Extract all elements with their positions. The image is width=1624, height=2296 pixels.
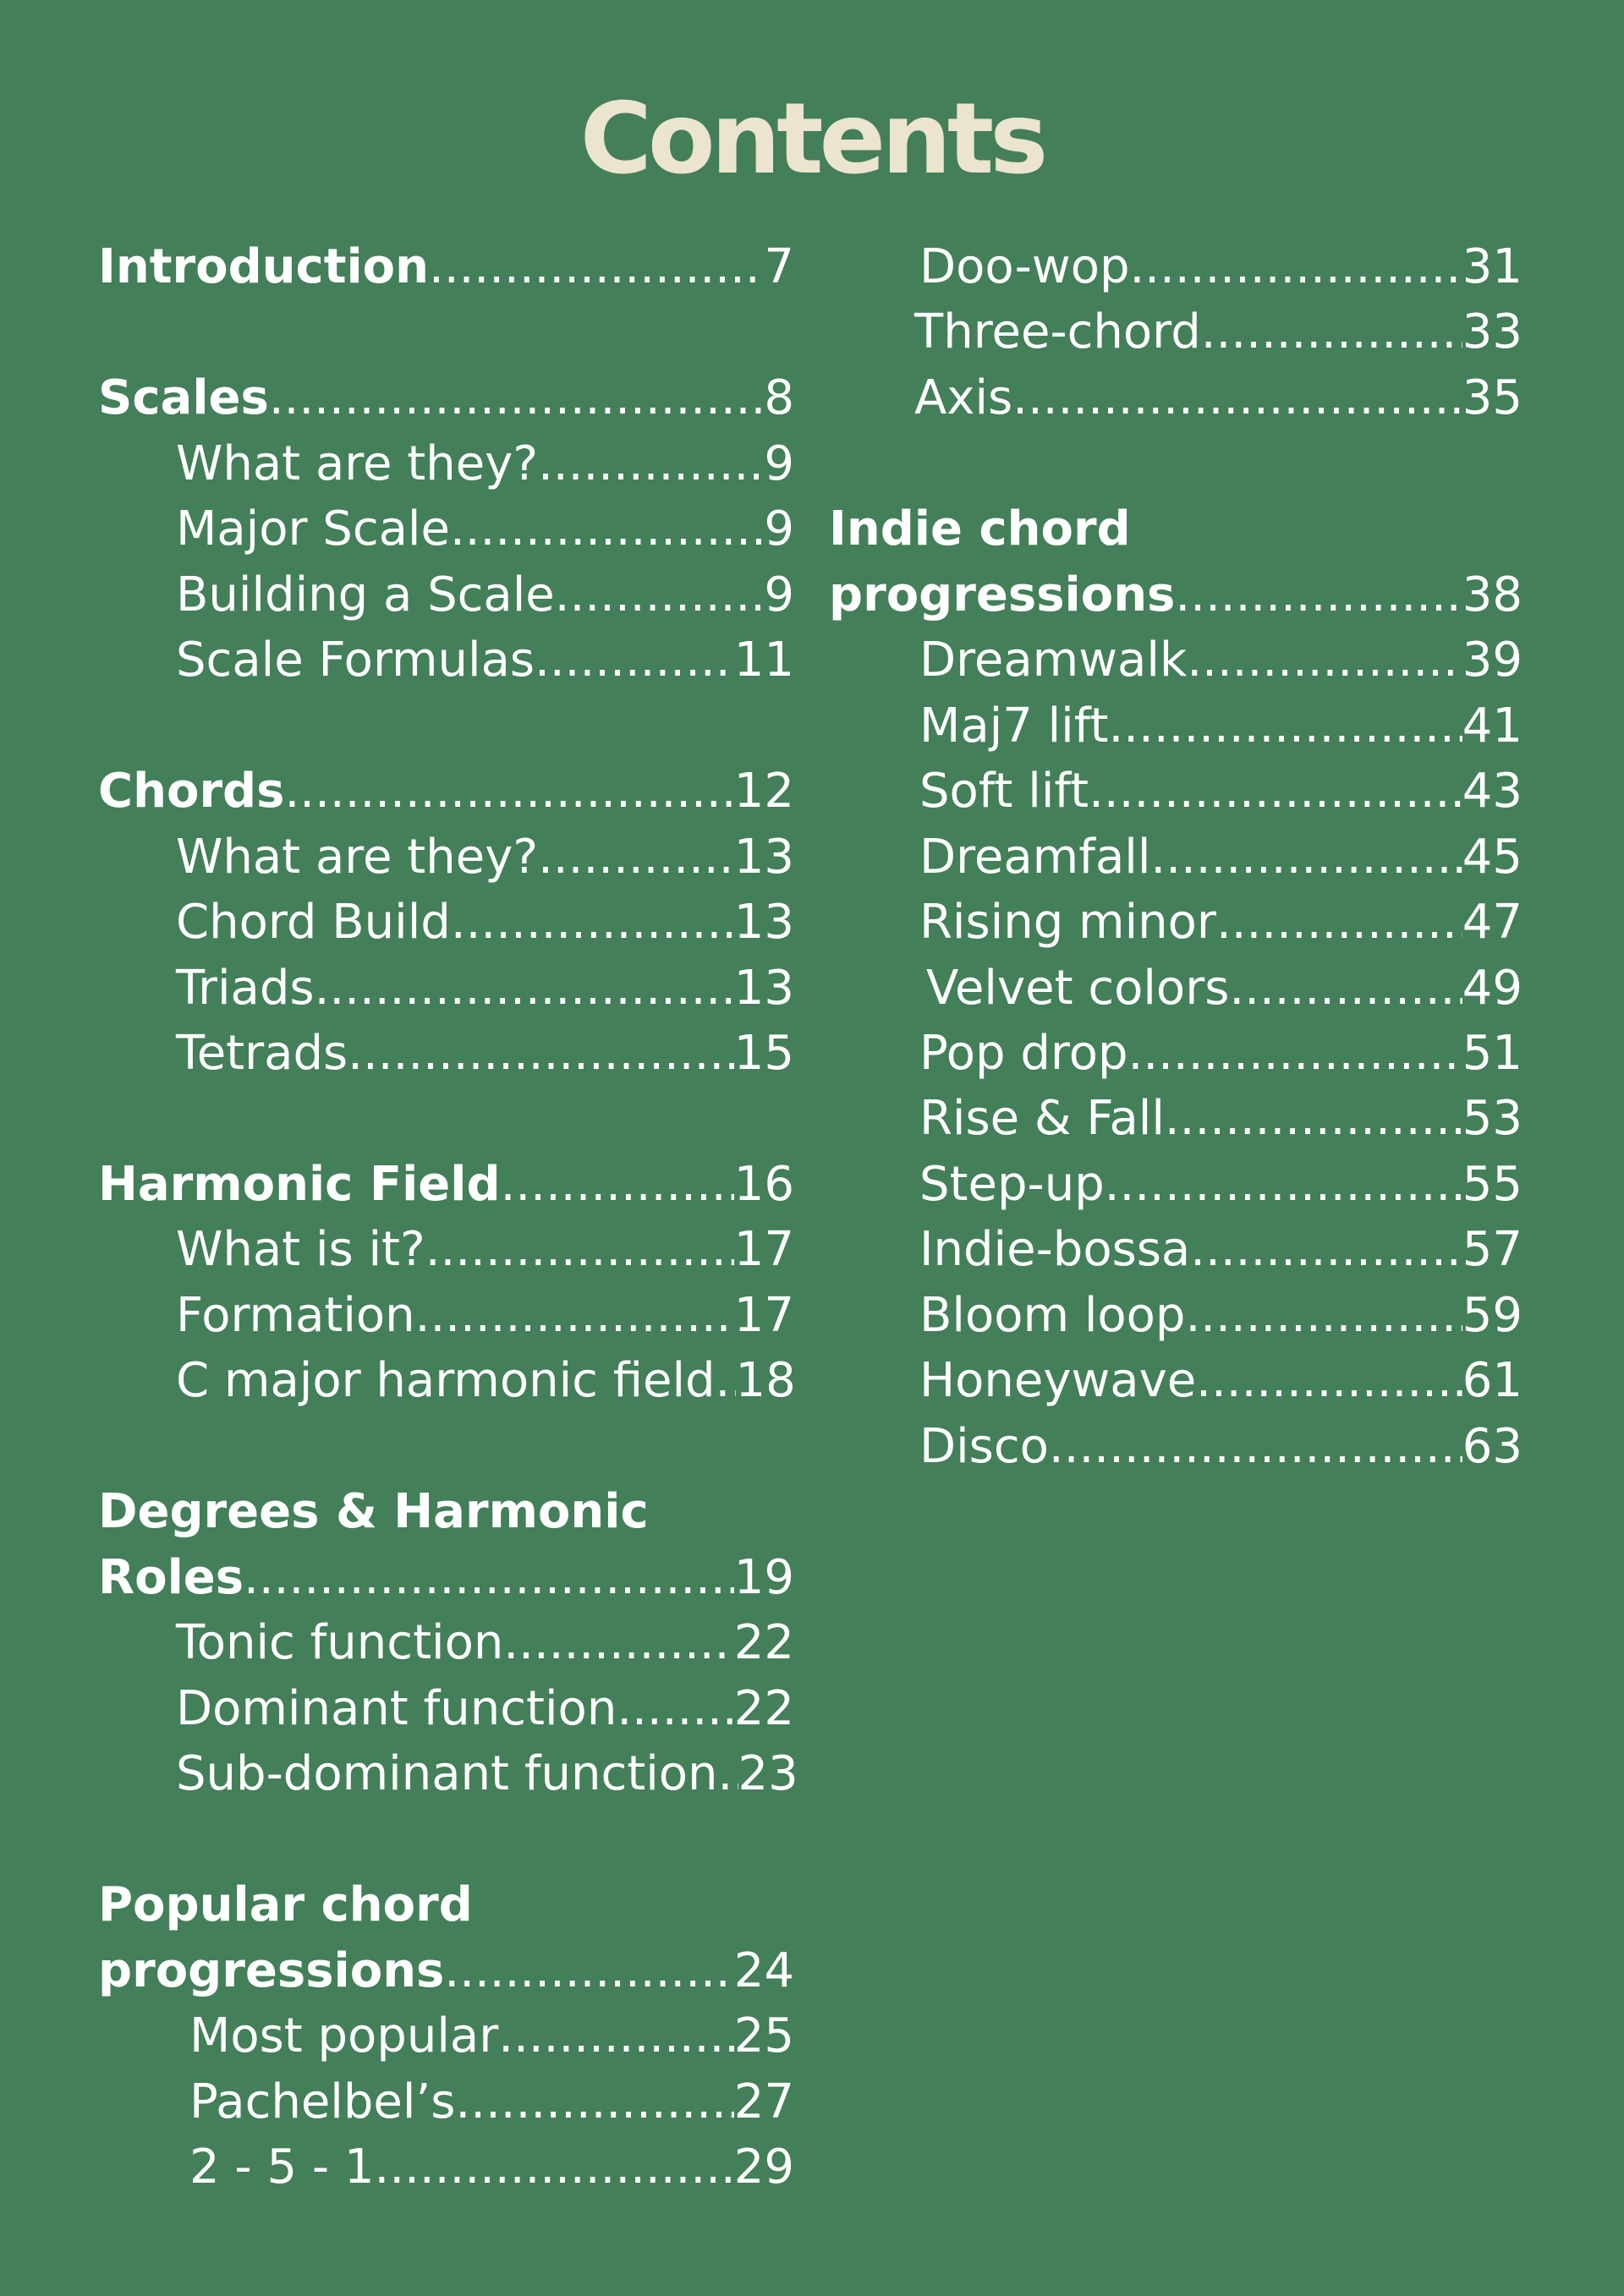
toc-label: Roles [98, 1550, 244, 1605]
toc-page-number: 16 [733, 1157, 794, 1212]
toc-page-number: 35 [1462, 370, 1522, 425]
toc-page-number: 63 [1462, 1419, 1522, 1474]
toc-page-number: 13 [733, 830, 794, 885]
toc-label: Three-chord [914, 304, 1201, 359]
toc-heading-popular-line1: Popular chord [98, 1877, 473, 1932]
toc-item[interactable] [176, 1744, 798, 1805]
toc-page-number: 49 [1462, 961, 1522, 1016]
toc-page-number: 22 [733, 1615, 794, 1670]
toc-item[interactable] [176, 565, 794, 626]
leader-dots [284, 761, 733, 822]
toc-label: 2 - 5 - 1 [189, 2140, 375, 2195]
toc-label: What is it? [176, 1222, 425, 1277]
toc-label: Bloom loop [919, 1288, 1186, 1343]
toc-item[interactable] [914, 302, 1522, 363]
toc-page-number: 24 [733, 1943, 794, 1998]
toc-page-number: 45 [1462, 830, 1522, 885]
toc-item[interactable] [176, 1023, 794, 1084]
leader-dots [1130, 237, 1462, 298]
leader-dots [501, 1154, 734, 1215]
leader-dots [415, 1285, 734, 1346]
toc-label: What are they? [176, 436, 539, 491]
leader-dots [1229, 958, 1462, 1019]
toc-item[interactable] [919, 1417, 1522, 1477]
leader-dots [244, 1548, 734, 1608]
leader-dots [503, 1613, 733, 1674]
leader-dots [498, 2006, 733, 2067]
toc-page-number: 23 [738, 1746, 798, 1801]
toc-label: Scale Formulas [176, 633, 535, 688]
toc-heading-popular[interactable] [98, 1941, 794, 2002]
toc-label: C major harmonic field [176, 1353, 716, 1408]
leader-dots [1201, 302, 1462, 363]
toc-label: Honeywave [919, 1353, 1197, 1408]
leader-dots [718, 1744, 738, 1805]
toc-label: Dominant function [176, 1681, 617, 1736]
toc-item[interactable] [189, 2006, 794, 2067]
toc-label: Formation [176, 1288, 415, 1343]
leader-dots [555, 565, 765, 626]
toc-label: Disco [919, 1419, 1049, 1474]
toc-label: Major Scale [176, 501, 450, 556]
toc-item[interactable] [919, 892, 1522, 953]
toc-page-number: 57 [1462, 1222, 1522, 1277]
toc-label: Soft lift [919, 764, 1089, 819]
toc-item[interactable] [189, 2072, 794, 2133]
toc-page-number: 39 [1462, 633, 1522, 688]
toc-item[interactable] [176, 958, 794, 1019]
toc-page-number: 7 [764, 239, 794, 294]
toc-item[interactable] [919, 1088, 1522, 1149]
toc-label: Velvet colors [926, 961, 1230, 1016]
leader-dots [1185, 1285, 1462, 1346]
toc-page-number: 9 [764, 501, 794, 556]
toc-label: Introduction [98, 239, 430, 294]
toc-label: Maj7 lift [919, 699, 1109, 753]
toc-label: Rise & Fall [919, 1091, 1165, 1146]
leader-dots [348, 1023, 734, 1084]
toc-item[interactable] [919, 1285, 1522, 1346]
leader-dots [617, 1679, 733, 1740]
toc-label: What are they? [176, 830, 539, 885]
toc-heading-indie-line1: Indie chord [829, 501, 1131, 556]
toc-item[interactable] [919, 827, 1522, 888]
toc-label: Pachelbel’s [189, 2074, 456, 2129]
toc-heading-introduction[interactable] [98, 237, 794, 298]
toc-label: Building a Scale [176, 567, 555, 622]
leader-dots [1150, 827, 1462, 888]
toc-page-number: 53 [1462, 1091, 1522, 1146]
toc-page-number: 18 [735, 1353, 796, 1408]
toc-page-number: 9 [764, 436, 794, 491]
toc-heading-degrees[interactable] [98, 1548, 794, 1608]
toc-item[interactable] [176, 827, 794, 888]
toc-item[interactable] [919, 696, 1522, 757]
leader-dots [1049, 1417, 1462, 1477]
leader-dots [1187, 630, 1462, 691]
toc-page-number: 43 [1462, 764, 1522, 819]
toc-item[interactable] [189, 2137, 794, 2198]
toc-page-number: 22 [733, 1681, 794, 1736]
toc-page-number: 59 [1462, 1288, 1522, 1343]
toc-page-number: 55 [1462, 1157, 1522, 1212]
leader-dots [535, 630, 734, 691]
toc-heading-indie[interactable] [829, 565, 1522, 626]
toc-page-number: 47 [1462, 895, 1522, 950]
toc-page-number: 51 [1462, 1026, 1522, 1081]
toc-page-number: 31 [1462, 239, 1522, 294]
toc-label: Rising minor [919, 895, 1216, 950]
toc-item[interactable] [919, 237, 1522, 298]
toc-label: Scales [98, 370, 269, 425]
leader-dots [1089, 761, 1462, 822]
toc-item[interactable] [176, 1285, 794, 1346]
toc-item[interactable] [919, 1219, 1522, 1280]
toc-page-number: 17 [733, 1222, 794, 1277]
toc-label: progressions [829, 567, 1176, 622]
toc-item[interactable] [919, 1351, 1522, 1411]
leader-dots [375, 2137, 734, 2198]
toc-heading-degrees-line1: Degrees & Harmonic [98, 1484, 649, 1539]
leader-dots [1196, 1351, 1462, 1411]
toc-page-number: 12 [733, 764, 794, 819]
toc-label: Step-up [919, 1157, 1105, 1212]
leader-dots [269, 368, 765, 429]
leader-dots [538, 434, 764, 495]
toc-item[interactable] [176, 1219, 794, 1280]
toc-item[interactable] [926, 958, 1522, 1019]
toc-page-number: 33 [1462, 304, 1522, 359]
leader-dots [450, 499, 764, 560]
toc-heading-scales[interactable] [98, 368, 794, 429]
toc-item[interactable] [919, 630, 1522, 691]
toc-page-number: 38 [1462, 567, 1522, 622]
toc-heading-chords[interactable] [98, 761, 794, 822]
toc-item[interactable] [919, 761, 1522, 822]
toc-label: Chord Build [176, 895, 451, 950]
toc-label: Tonic function [176, 1615, 504, 1670]
toc-label: Doo-wop [919, 239, 1130, 294]
toc-item[interactable] [919, 1154, 1522, 1215]
toc-label: Tetrads [176, 1026, 348, 1081]
leader-dots [1165, 1088, 1462, 1149]
toc-item[interactable] [176, 892, 794, 953]
leader-dots [429, 237, 764, 298]
leader-dots [1190, 1219, 1462, 1280]
toc-page-number: 15 [733, 1026, 794, 1081]
toc-label: Harmonic Field [98, 1157, 501, 1212]
leader-dots [455, 2072, 733, 2133]
leader-dots [1128, 1023, 1462, 1084]
leader-dots [425, 1219, 734, 1280]
page-title: Contents [579, 82, 1045, 196]
leader-dots [1175, 565, 1462, 626]
toc-page-number: 29 [733, 2140, 794, 2195]
toc-label: Pop drop [919, 1026, 1128, 1081]
toc-label: Triads [176, 961, 315, 1016]
toc-page-number: 17 [733, 1288, 794, 1343]
toc-item[interactable] [176, 1351, 794, 1411]
toc-item[interactable] [176, 1679, 794, 1740]
leader-dots [538, 827, 734, 888]
toc-label: Most popular [189, 2008, 499, 2063]
toc-label: Dreamfall [919, 830, 1151, 885]
leader-dots [1216, 892, 1462, 953]
leader-dots [451, 892, 734, 953]
toc-page-number: 61 [1462, 1353, 1522, 1408]
leader-dots [1012, 368, 1462, 429]
toc-label: Axis [914, 370, 1013, 425]
toc-item[interactable] [176, 630, 794, 691]
toc-label: Dreamwalk [919, 633, 1188, 688]
toc-item[interactable] [176, 499, 794, 560]
leader-dots [315, 958, 734, 1019]
toc-label: progressions [98, 1943, 445, 1998]
leader-dots [716, 1351, 736, 1411]
leader-dots [1108, 696, 1462, 757]
toc-page-number: 25 [733, 2008, 794, 2063]
leader-dots [1105, 1154, 1462, 1215]
leader-dots [444, 1941, 733, 2002]
toc-item[interactable] [914, 368, 1522, 429]
toc-item[interactable] [176, 1613, 794, 1674]
toc-page-number: 19 [733, 1550, 794, 1605]
toc-label: Chords [98, 764, 285, 819]
toc-page-number: 27 [733, 2074, 794, 2129]
toc-page-number: 41 [1462, 699, 1522, 753]
toc-item[interactable] [176, 434, 794, 495]
toc-label: Sub-dominant function [176, 1746, 718, 1801]
toc-page-number: 13 [733, 895, 794, 950]
toc-page-number: 13 [733, 961, 794, 1016]
toc-heading-harmonic-field[interactable] [98, 1154, 794, 1215]
toc-item[interactable] [919, 1023, 1522, 1084]
toc-label: Indie-bossa [919, 1222, 1191, 1277]
toc-page-number: 8 [764, 370, 794, 425]
toc-page-number: 11 [733, 633, 794, 688]
toc-page-number: 9 [764, 567, 794, 622]
